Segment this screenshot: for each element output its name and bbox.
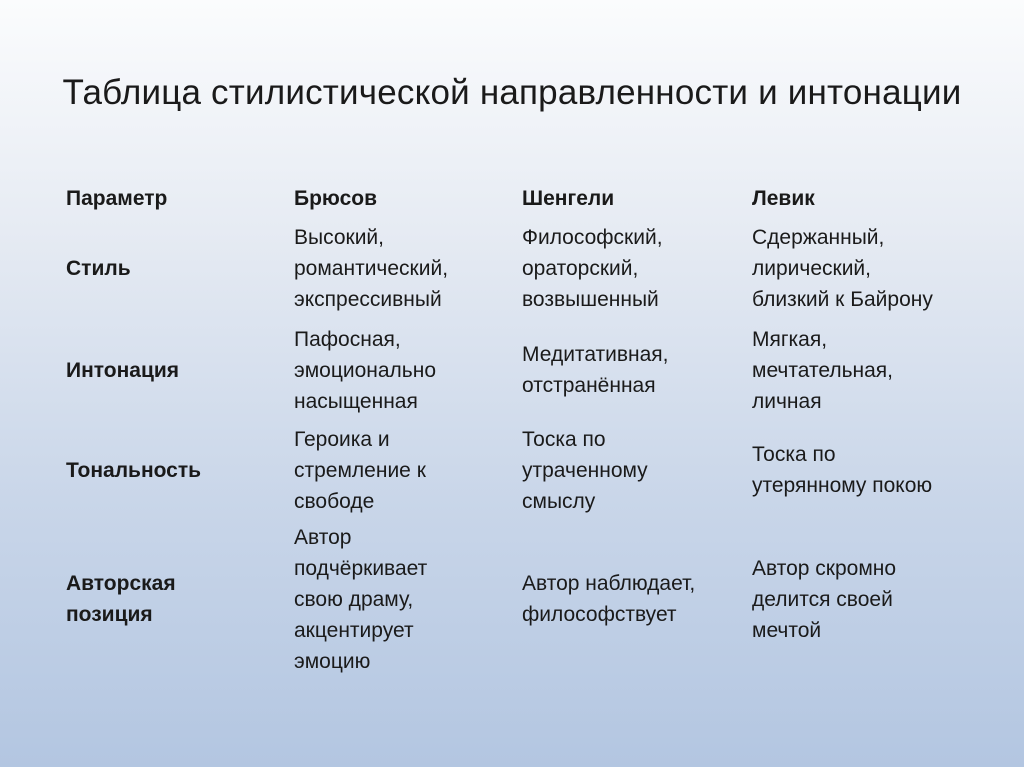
header-shengeli: Шенгели [522,186,615,210]
cell-style-bryusov: Высокий, романтический, экспрессивный [294,225,449,311]
slide-title: Таблица стилистической направленности и интонации [62,73,962,112]
param-style: Стиль [66,256,131,280]
table-row-tonality [60,420,980,520]
cell-author-position-levik: Автор скромно делится своей мечтой [752,556,897,642]
param-author-position: Авторская позиция [66,572,176,626]
param-tonality: Тональность [66,458,202,482]
cell-intonation-shengeli: Медитативная, отстранённая [522,343,669,397]
comparison-table [60,180,980,678]
cell-author-position-shengeli: Автор наблюдает, философствует [522,572,696,626]
table-row-style [60,216,980,320]
header-bryusov: Брюсов [294,186,377,210]
cell-style-levik: Сдержанный, лирический, близкий к Байрону [752,225,933,311]
cell-tonality-bryusov: Героика и стремление к свободе [294,427,426,513]
table-row-intonation [60,320,980,420]
header-levik: Левик [752,186,815,210]
table-row-author-position [60,520,980,678]
cell-author-position-bryusov: Автор подчёркивает свою драму, акцентирует эмоцию [294,525,428,673]
cell-style-shengeli: Философский, ораторский, возвышенный [522,225,663,311]
header-parameter: Параметр [66,186,168,210]
cell-intonation-levik: Мягкая, мечтательная, личная [752,327,894,413]
cell-tonality-shengeli: Тоска по утраченному смыслу [522,427,648,513]
table-header-row [60,180,980,216]
cell-tonality-levik: Тоска по утерянному покою [752,443,933,497]
param-intonation: Интонация [66,358,180,382]
cell-intonation-bryusov: Пафосная, эмоционально насыщенная [294,327,437,413]
